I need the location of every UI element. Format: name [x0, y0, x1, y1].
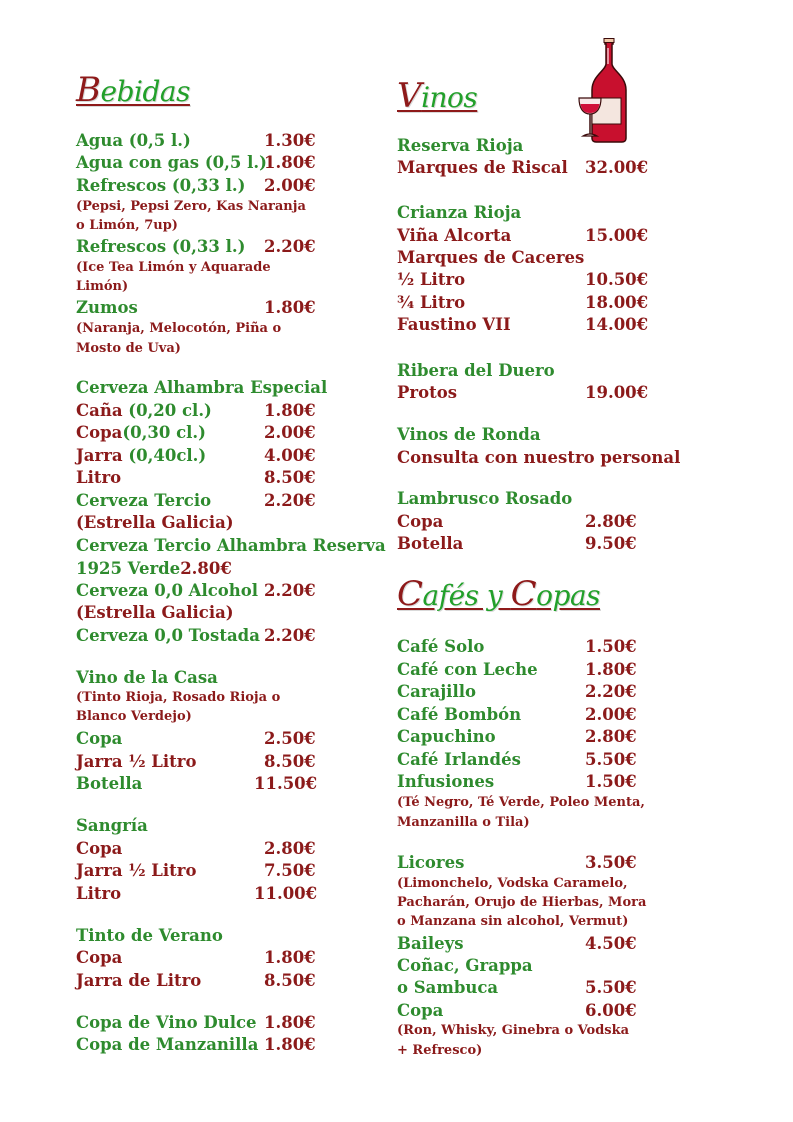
note-refrescos-1b: o Limón, 7up)	[76, 218, 178, 233]
price-copa-dulce: 1.80€	[264, 1013, 316, 1032]
note-copa-a: (Ron, Whisky, Ginebra o Vodska	[397, 1023, 630, 1038]
item-vina-alcorta: Viña Alcorta	[397, 226, 512, 245]
item-lambrusco-botella: Botella	[397, 534, 464, 553]
wine-bottle-icon	[578, 38, 630, 144]
item-baileys: Baileys	[397, 934, 464, 953]
item-tinto-copa: Copa	[76, 948, 123, 967]
price-sangria-jarra: 7.50€	[264, 861, 316, 880]
sub-tercio: (Estrella Galicia)	[76, 513, 234, 532]
item-protos: Protos	[397, 383, 458, 402]
note-infusiones-b: Manzanilla o Tila)	[397, 815, 530, 830]
item-cafe-leche: Café con Leche	[397, 660, 538, 679]
item-vino-casa-copa: Copa	[76, 729, 123, 748]
vinos-title: Vinos	[397, 76, 478, 116]
item-cafe-irlandes: Café Irlandés	[397, 750, 521, 769]
price-capuchino: 2.80€	[585, 727, 637, 746]
item-jarra-cerveza: Jarra (0,40cl.)	[76, 446, 207, 465]
item-capuchino: Capuchino	[397, 727, 496, 746]
item-vino-casa-botella: Botella	[76, 774, 143, 793]
item-licores: Licores	[397, 853, 465, 872]
item-tercio: Cerveza Tercio	[76, 491, 212, 510]
header-lambrusco: Lambrusco Rosado	[397, 489, 573, 508]
note-infusiones-a: (Té Negro, Té Verde, Poleo Menta,	[397, 795, 645, 810]
note-licores-b: Pacharán, Orujo de Hierbas, Mora	[397, 895, 647, 910]
price-vino-casa-botella: 11.50€	[254, 774, 318, 793]
price-faustino: 14.00€	[585, 315, 649, 334]
price-vina-alcorta: 15.00€	[585, 226, 649, 245]
price-lambrusco-botella: 9.50€	[585, 534, 637, 553]
price-tinto-copa: 1.80€	[264, 948, 316, 967]
price-protos: 19.00€	[585, 383, 649, 402]
price-tres-cuartos: 18.00€	[585, 293, 649, 312]
item-infusiones: Infusiones	[397, 772, 495, 791]
item-tercio-reserva-2: 1925 Verde2.80€	[76, 559, 232, 578]
note-refrescos-2b: Limón)	[76, 279, 129, 294]
price-conac: 5.50€	[585, 978, 637, 997]
header-ribera: Ribera del Duero	[397, 361, 555, 380]
item-tercio-reserva: Cerveza Tercio Alhambra Reserva	[76, 536, 386, 555]
header-crianza-rioja: Crianza Rioja	[397, 203, 522, 222]
price-sangria-copa: 2.80€	[264, 839, 316, 858]
item-vino-casa-jarra: Jarra ½ Litro	[76, 752, 197, 771]
item-sangria-litro: Litro	[76, 884, 122, 903]
item-agua: Agua (0,5 l.)	[76, 131, 191, 150]
price-refrescos-2: 2.20€	[264, 237, 316, 256]
price-infusiones: 1.50€	[585, 772, 637, 791]
price-cafe-leche: 1.80€	[585, 660, 637, 679]
item-refrescos-2: Refrescos (0,33 l.)	[76, 237, 246, 256]
item-conac: Coñac, Grappa	[397, 956, 533, 975]
price-refrescos-1: 2.00€	[264, 176, 316, 195]
price-alcohol-00: 2.20€	[264, 581, 316, 600]
price-copa-cerveza: 2.00€	[264, 423, 316, 442]
item-cafe-bombon: Café Bombón	[397, 705, 522, 724]
price-marques-riscal: 32.00€	[585, 158, 649, 177]
price-agua: 1.30€	[264, 131, 316, 150]
price-cafe-solo: 1.50€	[585, 637, 637, 656]
price-medio-litro: 10.50€	[585, 270, 649, 289]
text-ronda: Consulta con nuestro personal	[397, 448, 681, 467]
price-cafe-bombon: 2.00€	[585, 705, 637, 724]
item-copa-licor: Copa	[397, 1001, 444, 1020]
cafes-title: Cafés y Copas	[397, 574, 600, 614]
note-zumos-a: (Naranja, Melocotón, Piña o	[76, 321, 282, 336]
price-jarra-cerveza: 4.00€	[264, 446, 316, 465]
item-carajillo: Carajillo	[397, 682, 476, 701]
item-medio-litro: ½ Litro	[397, 270, 466, 289]
price-tinto-jarra: 8.50€	[264, 971, 316, 990]
item-tres-cuartos: ¾ Litro	[397, 293, 466, 312]
sub-alcohol-00: (Estrella Galicia)	[76, 603, 234, 622]
header-vino-casa: Vino de la Casa	[76, 668, 218, 687]
price-tercio-reserva: 2.80€	[180, 559, 232, 578]
item-copa-manzanilla: Copa de Manzanilla	[76, 1035, 259, 1054]
price-litro-cerveza: 8.50€	[264, 468, 316, 487]
item-tinto-jarra: Jarra de Litro	[76, 971, 202, 990]
item-marques-caceres: Marques de Caceres	[397, 248, 585, 267]
price-carajillo: 2.20€	[585, 682, 637, 701]
header-sangria: Sangría	[76, 816, 148, 835]
price-sangria-litro: 11.00€	[254, 884, 318, 903]
item-refrescos-1: Refrescos (0,33 l.)	[76, 176, 246, 195]
price-tercio: 2.20€	[264, 491, 316, 510]
note-zumos-b: Mosto de Uva)	[76, 341, 181, 356]
price-lambrusco-copa: 2.80€	[585, 512, 637, 531]
price-tostada: 2.20€	[264, 626, 316, 645]
item-zumos: Zumos	[76, 298, 138, 317]
item-sangria-jarra: Jarra ½ Litro	[76, 861, 197, 880]
price-cana: 1.80€	[264, 401, 316, 420]
price-copa-licor: 6.00€	[585, 1001, 637, 1020]
price-licores: 3.50€	[585, 853, 637, 872]
item-alcohol-00: Cerveza 0,0 Alcohol	[76, 581, 259, 600]
bebidas-title: Bebidas	[76, 70, 190, 110]
item-copa-cerveza: Copa(0,30 cl.)	[76, 423, 206, 442]
header-reserva-rioja: Reserva Rioja	[397, 136, 524, 155]
price-zumos: 1.80€	[264, 298, 316, 317]
item-cana: Caña (0,20 cl.)	[76, 401, 212, 420]
note-copa-b: + Refresco)	[397, 1043, 483, 1058]
note-vino-casa-b: Blanco Verdejo)	[76, 709, 192, 724]
price-agua-gas: 1.80€	[264, 153, 316, 172]
item-faustino: Faustino VII	[397, 315, 511, 334]
item-litro-cerveza: Litro	[76, 468, 122, 487]
note-vino-casa-a: (Tinto Rioja, Rosado Rioja o	[76, 690, 281, 705]
note-licores-c: o Manzana sin alcohol, Vermut)	[397, 914, 629, 929]
note-licores-a: (Limonchelo, Vodska Caramelo,	[397, 876, 628, 891]
header-ronda: Vinos de Ronda	[397, 425, 541, 444]
item-agua-gas: Agua con gas (0,5 l.)	[76, 153, 267, 172]
price-copa-manzanilla: 1.80€	[264, 1035, 316, 1054]
item-cafe-solo: Café Solo	[397, 637, 485, 656]
note-refrescos-2a: (Ice Tea Limón y Aquarade	[76, 260, 271, 275]
price-baileys: 4.50€	[585, 934, 637, 953]
price-vino-casa-copa: 2.50€	[264, 729, 316, 748]
item-conac-2: o Sambuca	[397, 978, 499, 997]
price-vino-casa-jarra: 8.50€	[264, 752, 316, 771]
header-tinto-verano: Tinto de Verano	[76, 926, 223, 945]
item-lambrusco-copa: Copa	[397, 512, 444, 531]
item-marques-riscal: Marques de Riscal	[397, 158, 568, 177]
price-cafe-irlandes: 5.50€	[585, 750, 637, 769]
item-tostada: Cerveza 0,0 Tostada	[76, 626, 260, 645]
header-cerveza: Cerveza Alhambra Especial	[76, 378, 328, 397]
note-refrescos-1a: (Pepsi, Pepsi Zero, Kas Naranja	[76, 199, 306, 214]
item-copa-dulce: Copa de Vino Dulce	[76, 1013, 257, 1032]
item-sangria-copa: Copa	[76, 839, 123, 858]
